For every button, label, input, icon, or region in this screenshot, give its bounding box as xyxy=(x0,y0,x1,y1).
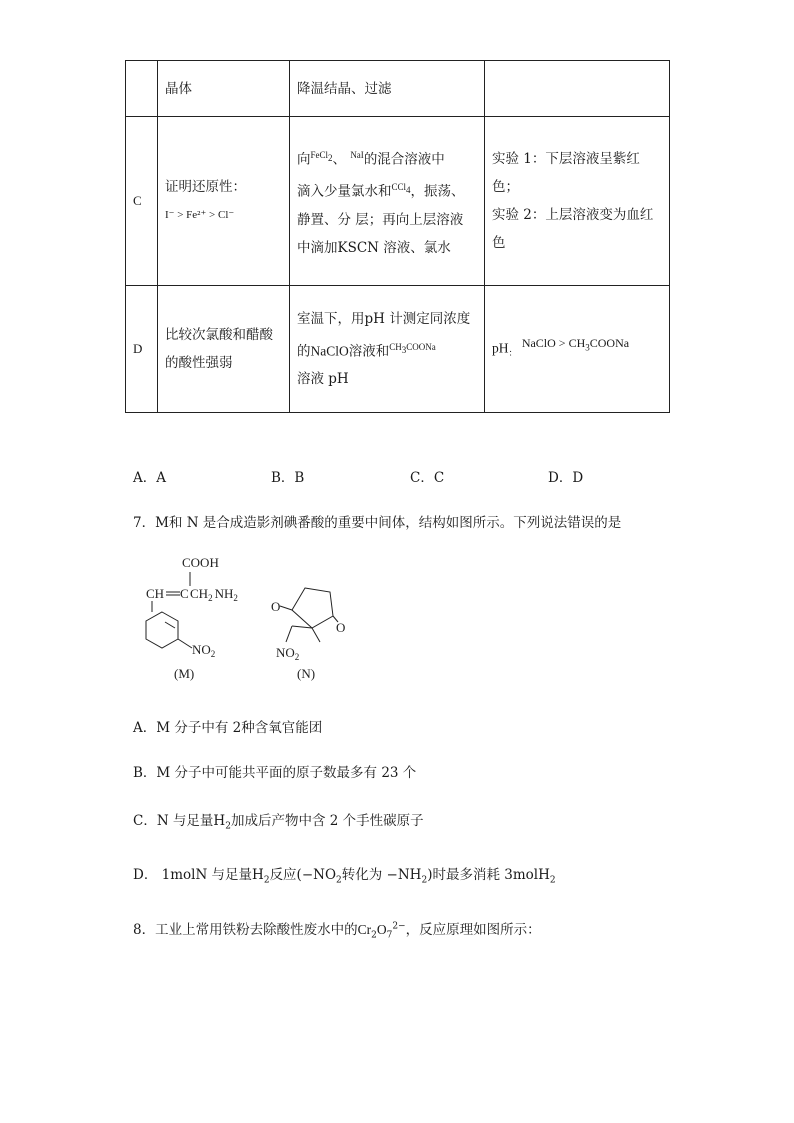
q8-stem: 8．工业上常用铁粉去除酸性废水中的$Cr_2O_7^{2-}$，反应原理如图所示： xyxy=(133,921,541,941)
ketone-o1: O xyxy=(271,599,281,614)
q7-option-b: B．M 分子中可能共平面的原子数最多有 23 个 xyxy=(133,765,417,781)
ph-comparison: NaClO > CH3COONa xyxy=(521,336,630,353)
row-label xyxy=(126,61,158,117)
row-label: D xyxy=(126,286,158,413)
q7-option-c: C．N 与足量$H_2$加成后产物中含 2 个手性碳原子 xyxy=(133,813,424,832)
result-cell xyxy=(485,61,670,117)
experiment-table xyxy=(125,60,670,413)
option-d: D．D xyxy=(548,470,584,486)
table-row xyxy=(126,117,670,286)
m-nitro-label: $NO_2$ xyxy=(192,642,216,659)
result-line: 实验 1：下层溶液呈紫红色； xyxy=(492,151,640,195)
cooh-label: COOH xyxy=(182,555,219,570)
q7-option-d: D． 1molN 与足量$H_2$反应($-NO_2$转化为 $-NH_2$)时最多消耗 3molH$_2$ xyxy=(133,867,556,886)
operation-line: 室温下，用pH 计测定同浓度 xyxy=(297,310,471,327)
row-label: C xyxy=(126,117,158,286)
q6-options xyxy=(133,466,733,486)
operation-line: 滴入少量氯水和$^{CCl_4}$，振荡、 xyxy=(297,182,465,200)
result-cell xyxy=(485,286,670,413)
label-n: (N) xyxy=(297,666,316,681)
option-b: B．B xyxy=(271,470,305,486)
table-row xyxy=(126,286,670,413)
c-label: C xyxy=(180,586,189,601)
operation-line: 溶液 pH xyxy=(297,371,349,388)
colon: ： xyxy=(508,349,518,360)
q7-stem: 7．M和 N 是合成造影剂碘番酸的重要中间体，结构如图所示。下列说法错误的是 xyxy=(133,515,622,531)
purpose-cell xyxy=(158,117,290,286)
purpose-cell xyxy=(158,286,290,413)
operation-cell: 降温结晶、过滤 xyxy=(290,61,485,117)
operation-line: 的NaClO溶液和$^{CH_3COONa}$ xyxy=(297,341,436,360)
operation-line: 静置、分 层；再向上层溶液 xyxy=(297,211,464,228)
operation-cell xyxy=(290,117,485,286)
q7-option-a: A．M 分子中有 2种含氧官能团 xyxy=(133,720,323,736)
purpose-line: 比较次氯酸和醋酸 xyxy=(165,327,273,343)
result-line: 实验 2：上层溶液变为血红 xyxy=(492,207,654,223)
purpose-line: 的酸性强弱 xyxy=(165,355,233,371)
result-line: 色 xyxy=(492,235,506,251)
ketone-o2: O xyxy=(336,620,346,635)
structure-figure xyxy=(140,550,400,690)
purpose-cell: 晶体 xyxy=(158,61,290,117)
purpose-title: 证明还原性： xyxy=(165,179,246,195)
operation-line: 中滴加KSCN 溶液、氯水 xyxy=(297,239,451,256)
ph-label: pH xyxy=(492,340,509,356)
ch2-label: $CH_2$ $NH_2$ xyxy=(190,586,238,603)
operation-line: 向$^{FeCl_2}$、 $^{NaI}$的混合溶液中 xyxy=(297,149,445,167)
result-cell xyxy=(485,117,670,286)
operation-cell xyxy=(290,286,485,413)
n-nitro-label: $NO_2$ xyxy=(276,645,300,662)
label-m: (M) xyxy=(174,666,195,681)
bond-lines xyxy=(146,572,338,648)
reduction-order-formula: I⁻ > Fe²⁺ > Cl⁻ xyxy=(165,209,235,221)
option-a: A．A xyxy=(133,470,166,486)
table-row xyxy=(126,61,670,117)
option-c: C．C xyxy=(410,470,445,486)
ch-label: CH xyxy=(146,586,165,601)
